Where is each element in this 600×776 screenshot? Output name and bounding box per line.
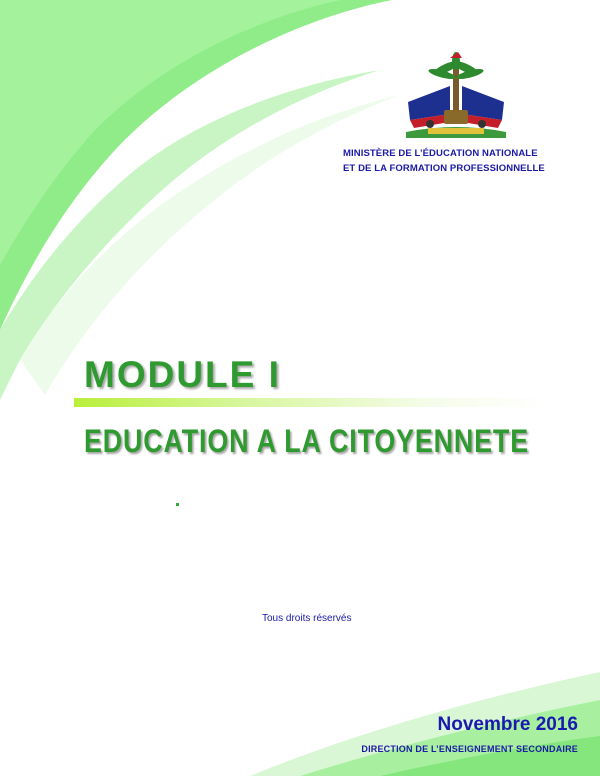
title-divider [74,398,544,407]
decorative-dot [176,503,179,506]
ministry-line-1: MINISTÈRE DE L’ÉDUCATION NATIONALE [343,148,538,159]
copyright-notice: Tous droits réservés [262,613,352,624]
publication-date: Novembre 2016 [437,714,578,735]
haiti-coat-of-arms-emblem [400,52,512,140]
module-subject: EDUCATION A LA CITOYENNETE [84,423,529,459]
ministry-name [343,146,545,176]
direction-name: DIRECTION DE L’ENSEIGNEMENT SECONDAIRE [361,744,578,754]
module-title: MODULE I [84,354,281,395]
ministry-line-2: ET DE LA FORMATION PROFESSIONNELLE [343,163,545,174]
